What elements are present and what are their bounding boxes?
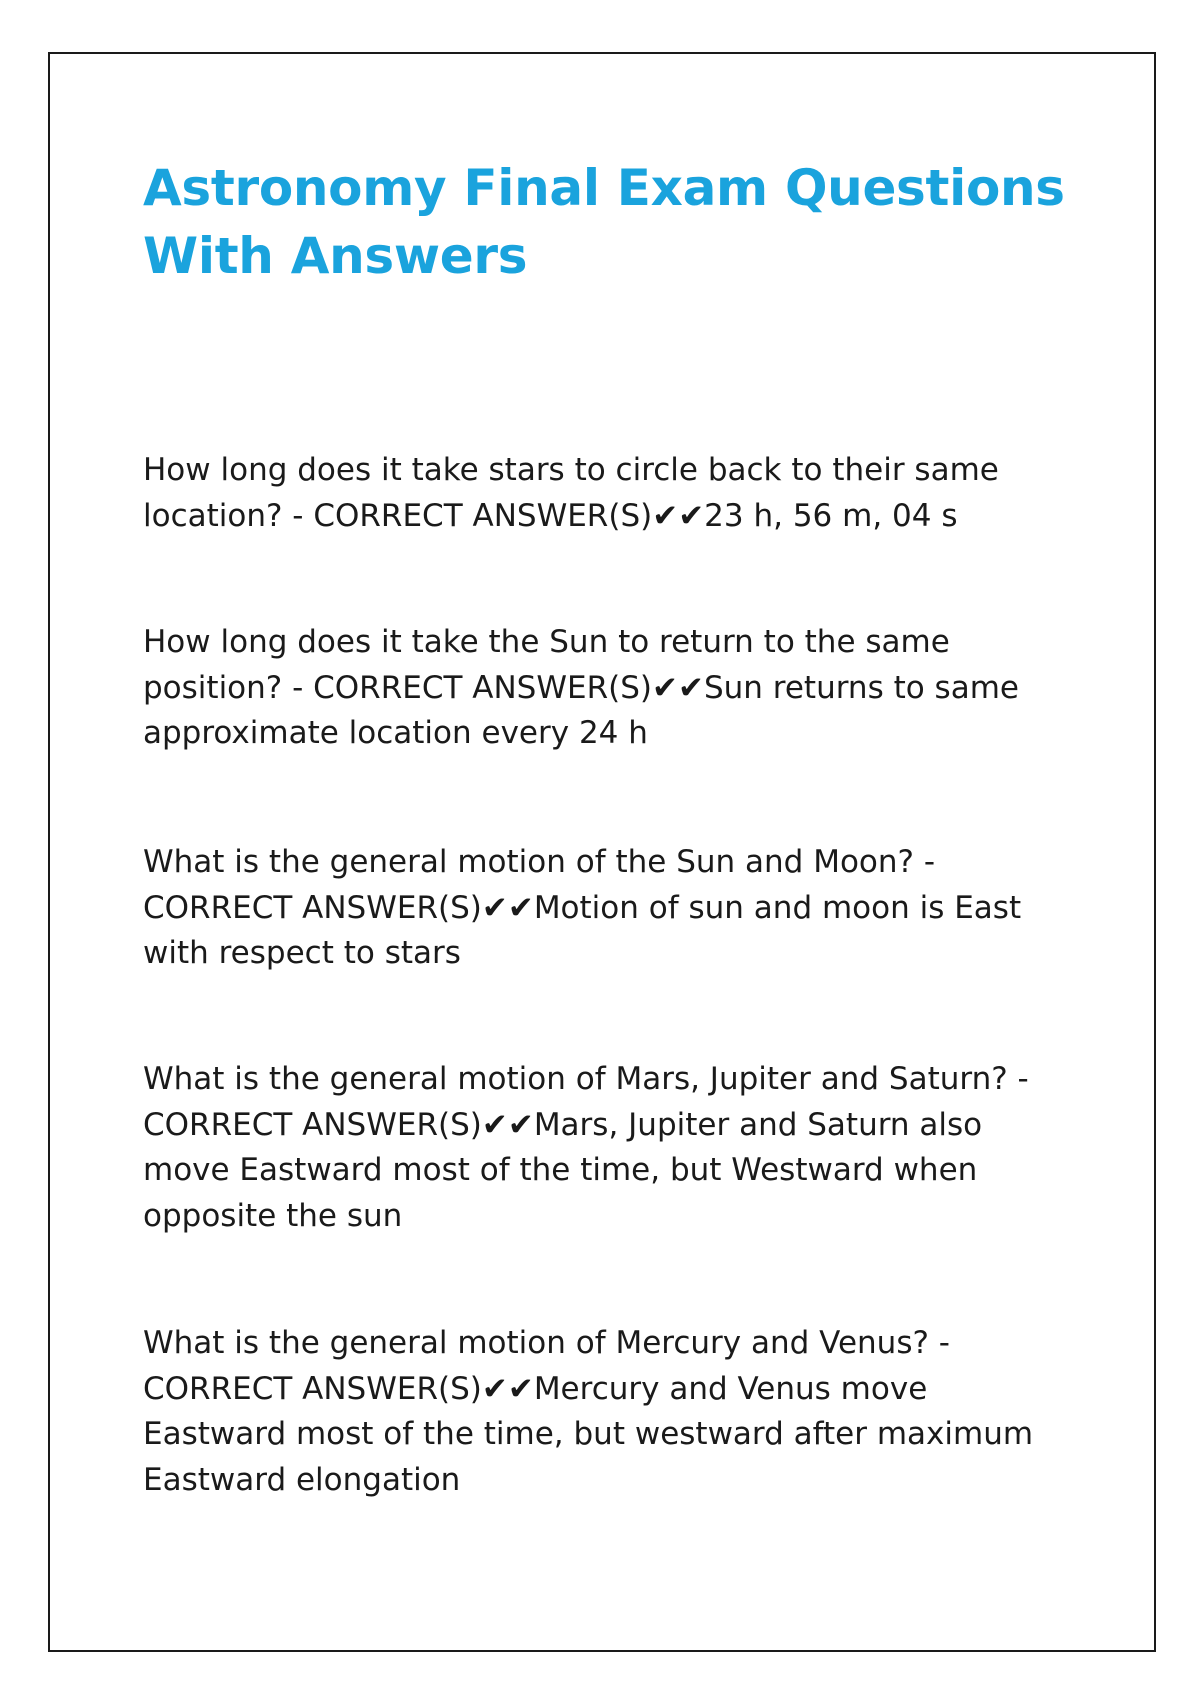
qa-item: How long does it take stars to circle back to their same location? - CORRECT ANSWER(S)✔✔23 h, 56 m, 04 s (143, 452, 999, 534)
document-title: Astronomy Final Exam Questions With Answers (143, 159, 1065, 285)
qa-item: What is the general motion of Mars, Jupiter and Saturn? - CORRECT ANSWER(S)✔✔Mars, Jupiter and Saturn also move Eastward most of the time, but Westward when opposite the sun (143, 1061, 1029, 1234)
document-page (48, 52, 1156, 1652)
qa-item: What is the general motion of Mercury and Venus? - CORRECT ANSWER(S)✔✔Mercury and Venus move Eastward most of the time, but westward after maximum Eastward elongation (143, 1325, 1034, 1498)
qa-item: How long does it take the Sun to return to the same position? - CORRECT ANSWER(S)✔✔Sun returns to same approximate location every 24 h (143, 624, 1019, 751)
qa-item: What is the general motion of the Sun and Moon? - CORRECT ANSWER(S)✔✔Motion of sun and moon is East with respect to stars (143, 844, 1022, 971)
